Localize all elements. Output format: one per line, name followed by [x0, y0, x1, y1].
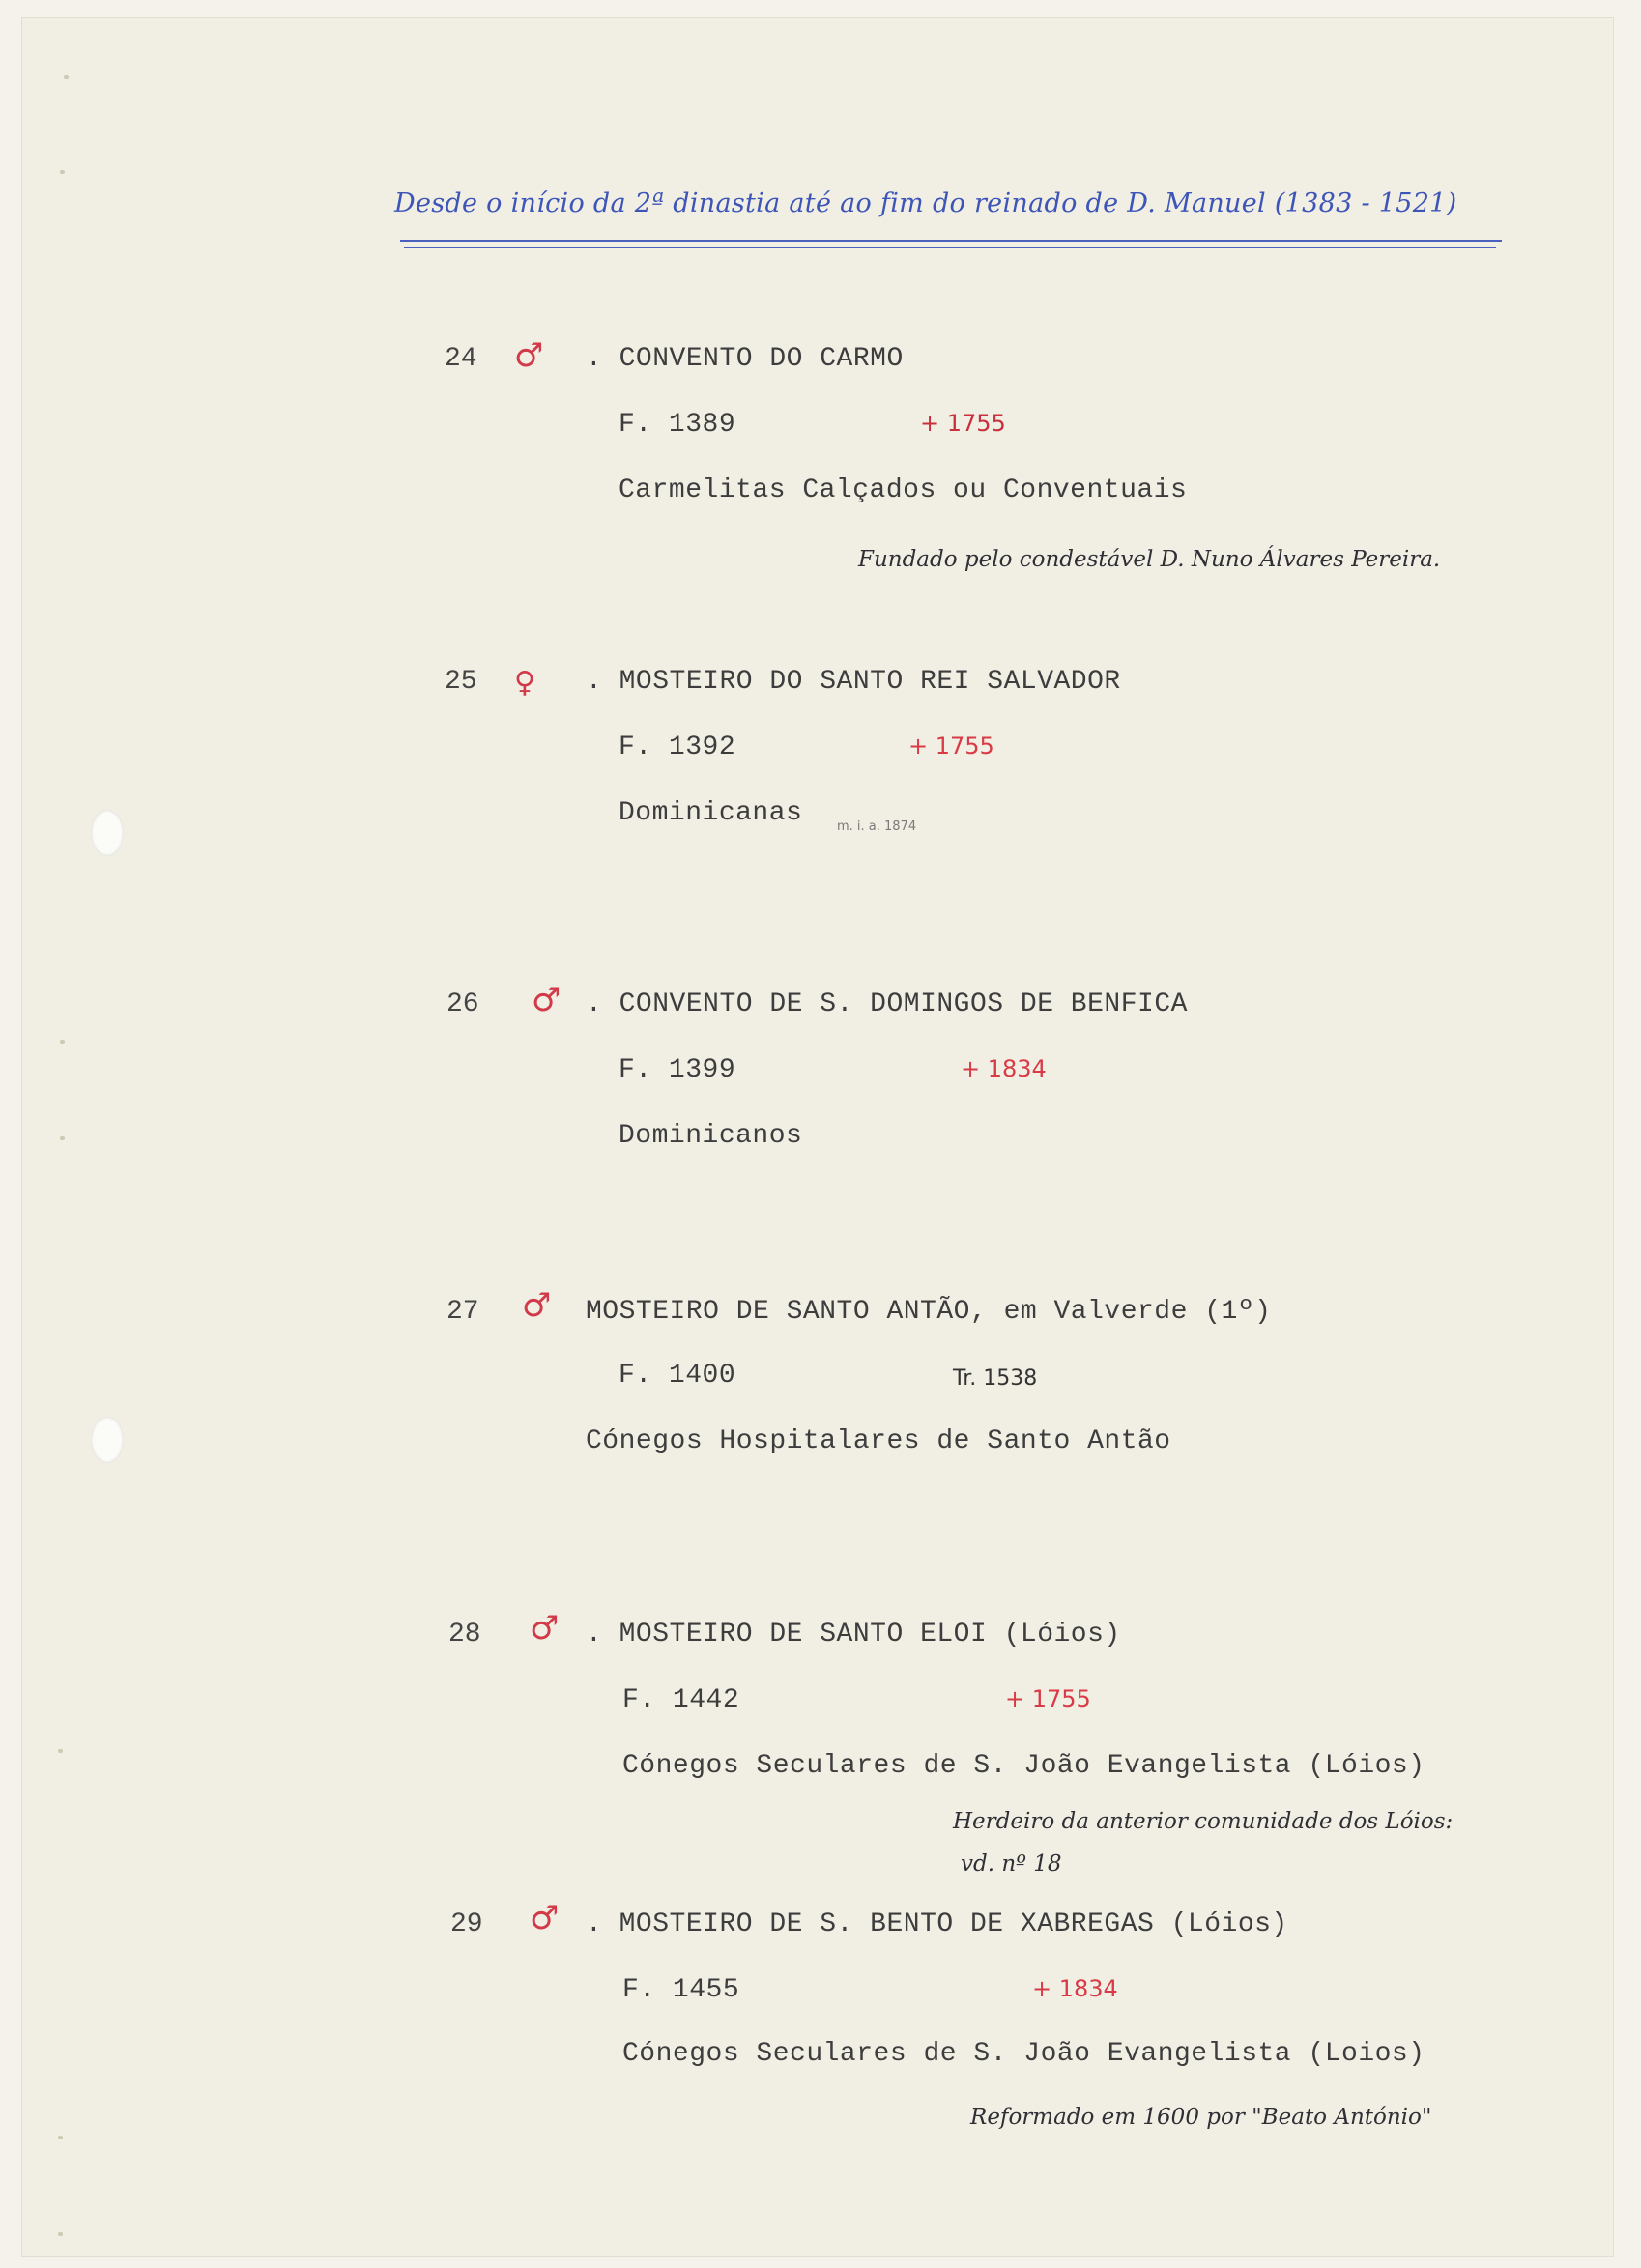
entry-transfer-note: Tr. 1538 [953, 1366, 1038, 1391]
male-symbol-icon: ♂ [532, 981, 561, 1019]
paper-speck [58, 1749, 63, 1753]
entry-bullet: . [586, 344, 603, 374]
entry-title-text: MOSTEIRO DE SANTO ELOI (Lóios) [619, 1620, 1121, 1650]
entry-title [586, 990, 1188, 1019]
entry-founded: F. 1389 [619, 410, 736, 440]
entry-title-text: CONVENTO DE S. DOMINGOS DE BENFICA [619, 990, 1188, 1019]
entry-title-text: MOSTEIRO DO SANTO REI SALVADOR [619, 667, 1121, 697]
male-symbol-icon: ♂ [522, 1286, 552, 1325]
entry-handwritten-note: Reformado em 1600 por "Beato António" [970, 2105, 1432, 2130]
entry-date-mark: + 1834 [1032, 1975, 1118, 2002]
paper-speck [60, 1040, 65, 1044]
entry-order: Dominicanos [619, 1121, 803, 1151]
entry-title [586, 1620, 1121, 1650]
male-symbol-icon: ♂ [530, 1899, 560, 1938]
entry-title: MOSTEIRO DE SANTO ANTÃO, em Valverde (1º) [586, 1297, 1272, 1327]
entry-title-text: CONVENTO DO CARMO [619, 344, 904, 374]
entry-bullet: . [586, 1909, 603, 1939]
entry-number: 27 [446, 1297, 479, 1327]
entry-handwritten-note-reference: vd. nº 18 [961, 1852, 1062, 1877]
entry-bullet: . [586, 1620, 603, 1650]
entry-number: 28 [448, 1620, 481, 1650]
entry-handwritten-note: Fundado pelo condestável D. Nuno Álvares Pereira. [858, 547, 1441, 572]
entry-order: Carmelitas Calçados ou Conventuais [619, 475, 1188, 505]
entry-title-text: MOSTEIRO DE S. BENTO DE XABREGAS (Lóios) [619, 1909, 1288, 1939]
male-symbol-icon: ♂ [514, 336, 544, 375]
faint-pencil-note: m. i. a. 1874 [837, 819, 917, 834]
entry-founded: F. 1442 [622, 1685, 740, 1715]
page-heading: Desde o início da 2ª dinastia até ao fim do reinado de D. Manuel (1383 - 1521) [394, 188, 1457, 218]
paper-speck [60, 1136, 65, 1140]
entry-founded: F. 1399 [619, 1055, 736, 1085]
entry-date-mark: + 1834 [961, 1055, 1047, 1082]
paper-speck [58, 2232, 63, 2236]
entry-handwritten-note: Herdeiro da anterior comunidade dos Lóios: [953, 1809, 1454, 1834]
paper-speck [64, 75, 69, 79]
entry-order: Cónegos Hospitalares de Santo Antão [586, 1426, 1171, 1456]
entry-title [586, 667, 1121, 697]
punch-hole-bottom [91, 1417, 124, 1463]
entry-date-mark: + 1755 [908, 732, 994, 760]
entry-founded: F. 1400 [619, 1361, 736, 1391]
entry-title [586, 1909, 1288, 1939]
entry-date-mark: + 1755 [920, 410, 1006, 437]
entry-order: Cónegos Seculares de S. João Evangelista (Lóios) [622, 1751, 1425, 1781]
heading-underline-second [404, 247, 1496, 248]
paper-speck [60, 170, 65, 174]
punch-hole-top [91, 810, 124, 856]
entry-number: 24 [445, 344, 477, 374]
entry-number: 29 [450, 1909, 483, 1939]
entry-bullet: . [586, 667, 603, 697]
entry-number: 26 [446, 990, 479, 1019]
female-symbol-icon: ♀ [514, 666, 535, 700]
entry-date-mark: + 1755 [1005, 1685, 1091, 1712]
entry-founded: F. 1392 [619, 732, 736, 762]
heading-underline [400, 240, 1502, 242]
paper-speck [58, 2136, 63, 2139]
entry-founded: F. 1455 [622, 1975, 740, 2005]
entry-number: 25 [445, 667, 477, 697]
male-symbol-icon: ♂ [530, 1609, 560, 1648]
entry-bullet: . [586, 990, 603, 1019]
entry-title [586, 344, 904, 374]
entry-order: Cónegos Seculares de S. João Evangelista (Loios) [622, 2039, 1425, 2069]
entry-order: Dominicanas [619, 798, 803, 828]
